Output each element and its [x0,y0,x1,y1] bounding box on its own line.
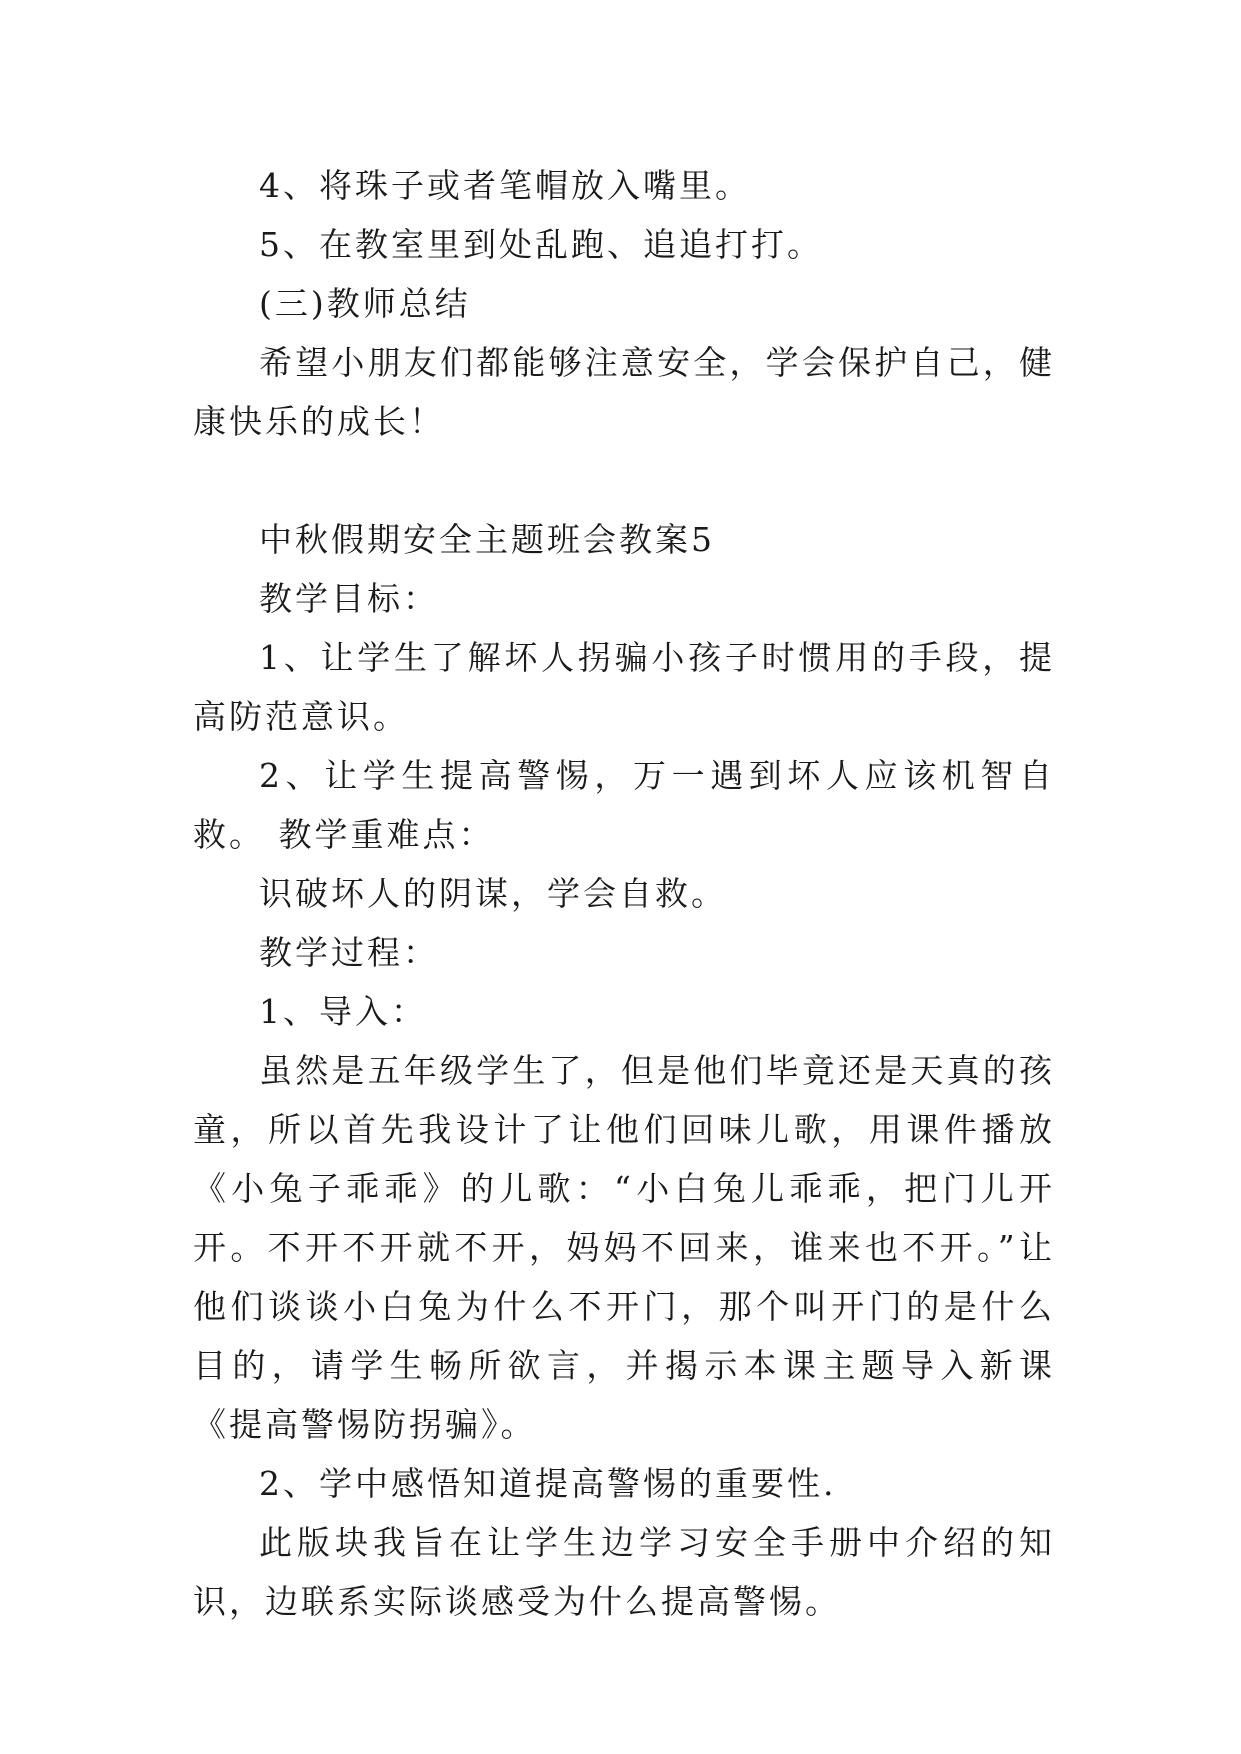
document-body [193,156,1055,1631]
paragraph-item-4: 4、将珠子或者笔帽放入嘴里。 [259,166,751,205]
section-spacer [193,451,1055,510]
paragraph-summary: 希望小朋友们都能够注意安全，学会保护自己，健康快乐的成长！ [193,343,1055,441]
paragraph-item-5: 5、在教室里到处乱跑、追追打打。 [259,225,823,264]
heading-teaching-process: 教学过程： [259,933,439,972]
paragraph-goal-2: 2、让学生提高警惕，万一遇到坏人应该机智自救。 教学重难点： [193,756,1055,854]
heading-introduction: 1、导入： [259,992,427,1031]
heading-teaching-goals: 教学目标： [259,579,439,618]
section-heading-teacher-summary: (三)教师总结 [259,284,471,323]
paragraph-introduction: 虽然是五年级学生了，但是他们毕竟还是天真的孩童，所以首先我设计了让他们回味儿歌，用课件播放《小兔子乖乖》的儿歌：“小白兔儿乖乖，把门儿开开。不开不开就不开，妈妈不回来，谁来也不开。”让他们谈谈小白兔为什么不开门，那个叫开门的是什么目的，请学生畅所欲言，并揭示本课主题导入新课《提高警惕防拐骗》。 [193,1051,1055,1444]
lesson-plan-title: 中秋假期安全主题班会教案5 [259,520,715,559]
heading-learning-insight: 2、学中感悟知道提高警惕的重要性. [259,1464,837,1503]
paragraph-key-points: 识破坏人的阴谋，学会自救。 [259,874,727,913]
paragraph-goal-1: 1、让学生了解坏人拐骗小孩子时惯用的手段，提高防范意识。 [193,638,1055,736]
paragraph-learning-insight: 此版块我旨在让学生边学习安全手册中介绍的知识，边联系实际谈感受为什么提高警惕。 [193,1523,1055,1621]
